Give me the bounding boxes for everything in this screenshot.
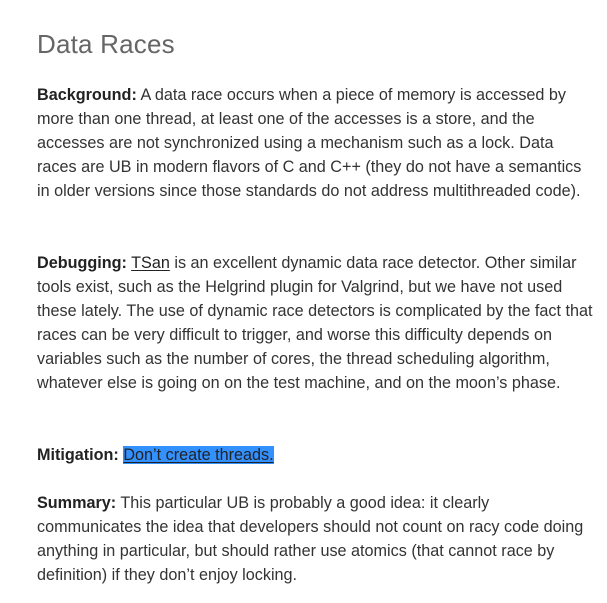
background-paragraph — [37, 83, 597, 203]
mitigation-paragraph — [37, 443, 274, 467]
page-title: Data Races — [37, 29, 175, 59]
tsan-link[interactable]: TSan — [131, 254, 170, 272]
background-text: A data race occurs when a piece of memory is accessed by more than one thread, at least one of the accesses is a store, and the accesses are not synchronized using a mechanism such as a lock. Data races are UB in modern flavors of C and C++ (they do not have a semantics in older versions since those standards do not address multithreaded code). — [37, 86, 582, 200]
mitigation-label: Mitigation: — [37, 446, 119, 464]
summary-text: This particular UB is probably a good idea: it clearly communicates the idea that developers should not count on racy code doing anything in particular, but should rather use atomics (that cannot race by definition) if they don’t enjoy locking. — [37, 494, 584, 584]
background-label: Background: — [37, 86, 137, 104]
summary-label: Summary: — [37, 494, 117, 512]
debugging-text: is an excellent dynamic data race detector. Other similar tools exist, such as the Helgrind plugin for Valgrind, but we have not used these lately. The use of dynamic race detectors is complicated by the fact that races can be very difficult to trigger, and worse this difficulty depends on variables such as the number of cores, the thread scheduling algorithm, whatever else is going on on the test machine, and on the moon’s phase. — [37, 254, 593, 392]
debugging-label: Debugging: — [37, 254, 127, 272]
dont-create-threads-link[interactable]: Don’t create threads. — [123, 446, 274, 464]
summary-paragraph — [37, 491, 597, 587]
debugging-paragraph — [37, 251, 597, 395]
